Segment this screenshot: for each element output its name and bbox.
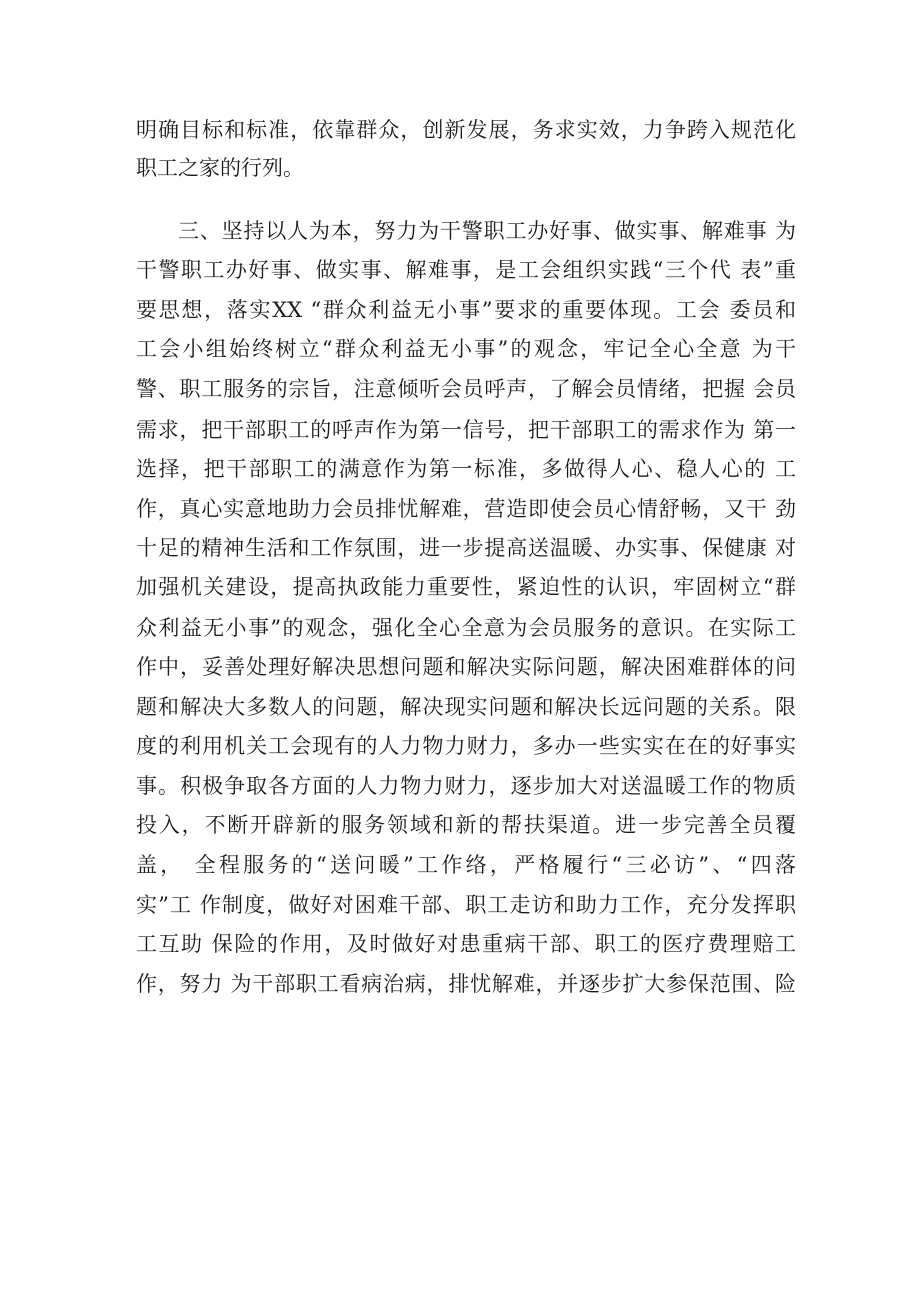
section-heading-line: 三、坚持以人为本，努力为干警职工办好事、做实事、解难事 为 — [178, 219, 796, 243]
paragraph-line: 十足的精神生活和工作氛围，进一步提高送温暖、办实事、保健康 对 — [136, 536, 796, 560]
paragraph-line: 作，努力 为干部职工看病治病，排忧解难，并逐步扩大参保范围、险 — [136, 972, 796, 996]
paragraph-line: 干警职工办好事、做实事、解难事，是工会组织实践“三个代 表”重 — [136, 258, 796, 282]
paragraph-line: 盖， 全程服务的“送问暖”工作络，严格履行“三必访”、“四落 — [136, 853, 796, 877]
paragraph-line: 投入，不断开辟新的服务领域和新的帮扶渠道。进一步完善全员覆 — [136, 813, 796, 837]
paragraph-line: 要思想，落实XX “群众利益无小事”要求的重要体现。工会 委员和 — [136, 298, 796, 322]
paragraph-line: 作，真心实意地助力会员排忧解难，营造即使会员心情舒畅，又干 劲 — [136, 497, 796, 521]
paragraph-line: 题和解决大多数人的问题，解决现实问题和解决长远问题的关系。限 — [136, 695, 796, 719]
paragraph-line: 实”工 作制度，做好对困难干部、职工走访和助力工作，充分发挥职 — [136, 893, 796, 917]
paragraph-line: 职工之家的行列。 — [136, 156, 304, 180]
paragraph-line: 度的利用机关工会现有的人力物力财力，多办一些实实在在的好事实 — [136, 734, 796, 758]
paragraph-line: 众利益无小事”的观念，强化全心全意为会员服务的意识。在实际工 — [136, 616, 796, 640]
paragraph-line: 警、职工服务的宗旨，注意倾听会员呼声，了解会员情绪，把握 会员 — [136, 377, 796, 401]
paragraph-line: 作中，妥善处理好解决思想问题和解决实际问题，解决困难群体的问 — [136, 655, 796, 679]
paragraph-line: 工互助 保险的作用，及时做好对患重病干部、职工的医疗费理赔工 — [136, 932, 796, 956]
paragraph-line: 工会小组始终树立“群众利益无小事”的观念，牢记全心全意 为干 — [136, 337, 796, 361]
paragraph-line: 明确目标和标准，依靠群众，创新发展，务求实效，力争跨入规范化 — [136, 118, 796, 142]
paragraph-line: 需求，把干部职工的呼声作为第一信号，把干部职工的需求作为 第一 — [136, 418, 796, 442]
paragraph-line: 事。积极争取各方面的人力物力财力，逐步加大对送温暖工作的物质 — [136, 774, 796, 798]
paragraph-line: 加强机关建设，提高执政能力重要性，紧迫性的认识，牢固树立“群 — [136, 575, 796, 599]
paragraph-line: 选择，把干部职工的满意作为第一标准，多做得人心、稳人心的 工 — [136, 457, 796, 481]
